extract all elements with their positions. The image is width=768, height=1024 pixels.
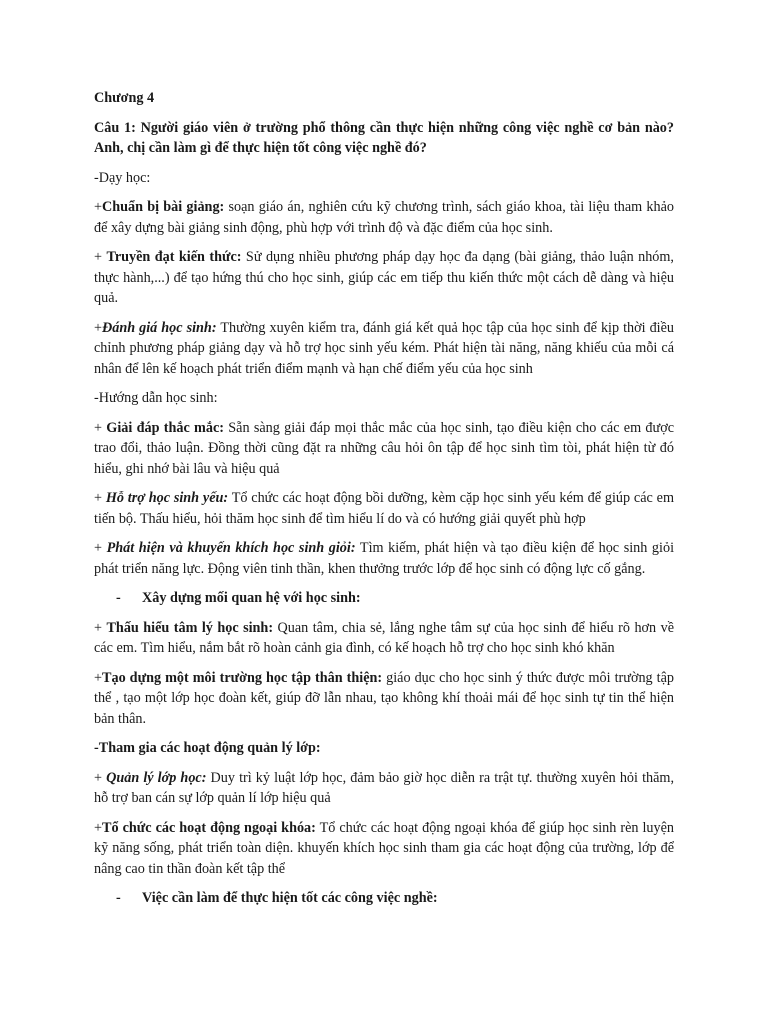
- item-body: Sử dụng nhiều phương pháp dạy học đa dạng (bài giảng, thảo luận nhóm, thực hành,...) để tạo hứng thú cho học sinh, giúp các em tiếp thu kiến thức một cách dễ dàng và hiệu quả.: [94, 249, 674, 306]
- item-title: Chuẩn bị bài giảng:: [102, 199, 225, 215]
- item-body: Quan tâm, chia sẻ, lắng nghe tâm sự của học sinh để hiểu rõ hơn về các em. Tìm hiểu, nắm bắt rõ hoàn cảnh gia đình, có kế hoạch hỗ trợ cho học sinh khó khăn: [94, 619, 675, 656]
- item-prefix: +: [94, 249, 107, 265]
- item-title: Phát hiện và khuyến khích học sinh giỏi:: [106, 540, 356, 556]
- paragraph-extracurricular: [94, 818, 674, 880]
- item-prefix: +: [94, 819, 103, 836]
- chapter-title: Chương 4: [94, 90, 155, 106]
- paragraph-lesson-preparation: [94, 197, 674, 238]
- paragraph-student-assessment: [94, 318, 674, 380]
- item-body: giáo dục cho học sinh ý thức được môi trường tập thể , tạo một lớp học đoàn kết, giúp đỡ lẫn nhau, tạo không khí thoải mái để học sinh tự tin thể hiện bản thân.: [94, 669, 674, 727]
- item-prefix: +: [94, 769, 107, 786]
- item-title: Hỗ trợ học sinh yếu:: [105, 490, 229, 506]
- paragraph-understanding-psychology: [94, 618, 674, 659]
- item-body: soạn giáo án, nghiên cứu kỹ chương trình, sách giáo khoa, tài liệu tham khảo để xây dựng bài giảng sinh động, phù hợp với trình độ và đặc điểm của học sinh.: [94, 199, 674, 236]
- item-prefix: +: [94, 669, 103, 686]
- item-prefix: +: [94, 619, 107, 636]
- section-heading-relationship: [94, 588, 674, 609]
- item-prefix: +: [94, 540, 107, 556]
- item-title: Tổ chức các hoạt động ngoại khóa:: [102, 819, 316, 836]
- dash-bullet: -: [116, 890, 121, 906]
- item-body: Sẵn sàng giải đáp mọi thắc mắc của học sinh, tạo điều kiện cho các em được trao đổi, thảo luận. Đồng thời cũng đặt ra những câu hỏi ôn tập để học sinh tìm tòi, phát hiện từ đó hiểu, ghi nhớ bài lâu và hiệu quả: [94, 419, 675, 477]
- item-prefix: +: [94, 490, 106, 506]
- item-prefix: +: [94, 199, 103, 215]
- paragraph-answering-questions: [94, 418, 674, 480]
- item-prefix: +: [94, 319, 103, 336]
- section-heading-text: Xây dựng mối quan hệ với học sinh:: [142, 590, 361, 606]
- paragraph-friendly-environment: [94, 668, 674, 730]
- item-body: Duy trì kỷ luật lớp học, đảm bảo giờ học diễn ra trật tự. thường xuyên hỏi thăm, hỗ trợ ban cán sự lớp quản lí lớp hiệu quả: [94, 769, 674, 806]
- item-body: Thường xuyên kiểm tra, đánh giá kết quả học tập của học sinh để kịp thời điều chỉnh phương pháp giảng dạy và hỗ trợ học sinh yếu kém. Phát hiện tài năng, năng khiếu của mỗi cá nhân để lên kế hoạch phát triển điểm mạnh và hạn chế điểm yếu của học sinh: [94, 319, 675, 377]
- item-title: Giải đáp thắc mắc:: [106, 419, 224, 436]
- item-title: Đánh giá học sinh:: [102, 319, 217, 336]
- section-heading-text: Việc cần làm để thực hiện tốt các công việc nghề:: [142, 890, 438, 906]
- section-heading-teaching: -Dạy học:: [94, 169, 151, 186]
- paragraph-knowledge-transfer: [94, 247, 674, 309]
- paragraph-supporting-weak-students: [94, 488, 674, 529]
- item-body: Tổ chức các hoạt động ngoại khóa để giúp học sinh rèn luyện kỹ năng sống, phát triển toàn diện. khuyến khích học sinh tham gia các hoạt động của trường, lớp để nâng cao tin thần đoàn kết tập thể: [94, 819, 674, 877]
- item-title: Tạo dựng một môi trường học tập thân thiện:: [102, 669, 383, 686]
- section-heading-guidance: -Hướng dẫn học sinh:: [94, 390, 218, 406]
- paragraph-gifted-students: [94, 538, 674, 579]
- paragraph-class-management: [94, 768, 674, 809]
- section-heading-class-management: -Tham gia các hoạt động quản lý lớp:: [94, 740, 321, 756]
- item-body: Tổ chức các hoạt động bồi dưỡng, kèm cặp học sinh yếu kém để giúp các em tiến bộ. Thấu hiểu, hỏi thăm học sinh để tìm hiểu lí do và có hướng giải quyết phù hợp: [94, 490, 674, 527]
- item-prefix: +: [94, 419, 107, 436]
- question-heading: Câu 1: Người giáo viên ở trường phổ thông cần thực hiện những công việc nghề cơ bản nào? Anh, chị cần làm gì để thực hiện tốt công việc nghề đó?: [94, 119, 674, 156]
- section-heading-next: [94, 888, 674, 909]
- item-title: Quản lý lớp học:: [106, 769, 207, 786]
- item-title: Truyền đạt kiến thức:: [106, 249, 242, 265]
- dash-bullet: -: [116, 590, 121, 606]
- item-body: Tìm kiếm, phát hiện và tạo điều kiện để học sinh giỏi phát triển năng lực. Động viên tinh thần, khen thưởng trước lớp để học sinh có động lực cố gắng.: [94, 540, 675, 577]
- item-title: Thấu hiểu tâm lý học sinh:: [106, 619, 274, 636]
